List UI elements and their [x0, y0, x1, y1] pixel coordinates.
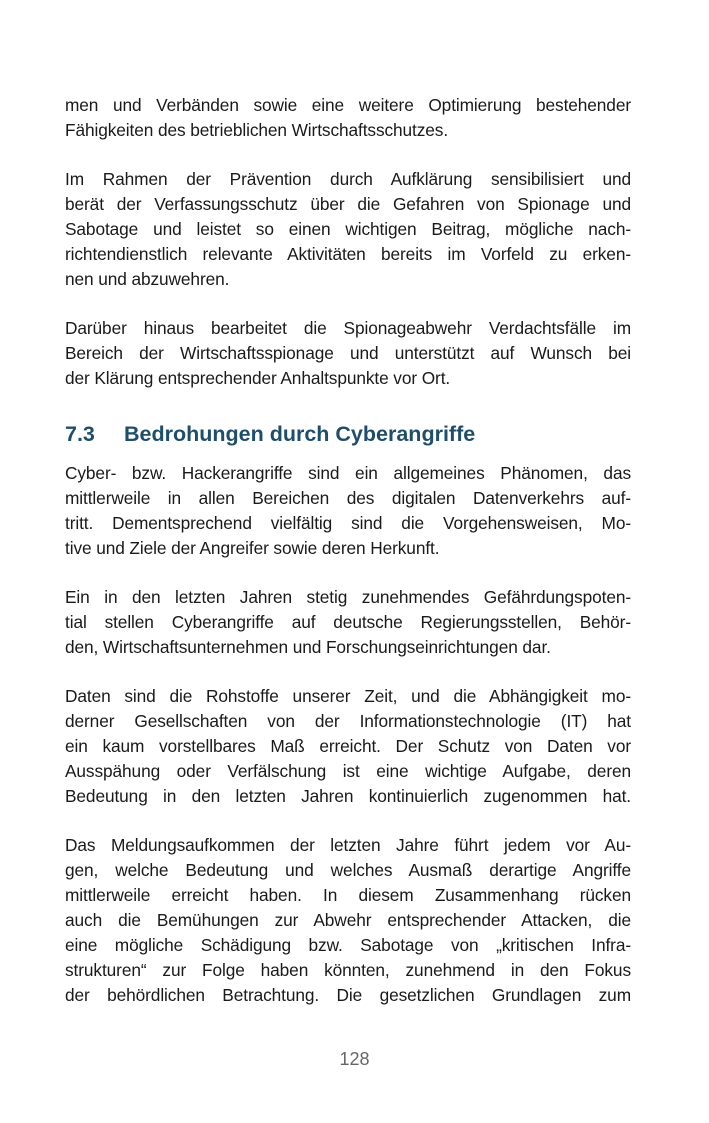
text-line: auch die Bemühungen zur Abwehr entsprechender Attacken, die: [65, 910, 631, 930]
text-line: tritt. Dementsprechend vielfältig sind die Vorgehensweisen, Mo-: [65, 513, 631, 533]
text-line: den, Wirtschaftsunternehmen und Forschungseinrichtungen dar.: [65, 637, 551, 657]
text-line: nen und abzuwehren.: [65, 269, 230, 289]
paragraph-wirtschaftsschutz: [65, 93, 631, 143]
paragraph-spionageabwehr: [65, 316, 631, 391]
paragraph-gefaehrdungspotential: [65, 585, 631, 660]
text-line: tial stellen Cyberangriffe auf deutsche Regierungsstellen, Behör-: [65, 612, 631, 632]
paragraph-cyberangriffe: [65, 461, 631, 561]
section-heading: [65, 421, 631, 447]
text-line: mittlerweile in allen Bereichen des digitalen Datenverkehrs auf-: [65, 488, 631, 508]
text-line: Cyber- bzw. Hackerangriffe sind ein allgemeines Phänomen, das: [65, 463, 631, 483]
text-line: der behördlichen Betrachtung. Die gesetzlichen Grundlagen zum: [65, 985, 631, 1005]
text-line: Bereich der Wirtschaftsspionage und unterstützt auf Wunsch bei: [65, 343, 631, 363]
section-number: 7.3: [65, 422, 95, 446]
page-body: [65, 93, 631, 1008]
text-line: tive und Ziele der Angreifer sowie deren Herkunft.: [65, 538, 440, 558]
text-line: ein kaum vorstellbares Maß erreicht. Der Schutz von Daten vor: [65, 736, 631, 756]
text-line: derner Gesellschaften von der Informationstechnologie (IT) hat: [65, 711, 631, 731]
text-line: men und Verbänden sowie eine weitere Optimierung bestehender: [65, 95, 631, 115]
text-line: Ein in den letzten Jahren stetig zunehmendes Gefährdungspoten-: [65, 587, 631, 607]
text-line: richtendienstlich relevante Aktivitäten bereits im Vorfeld zu erken-: [65, 244, 631, 264]
text-line: Sabotage und leistet so einen wichtigen Beitrag, mögliche nach-: [65, 219, 631, 239]
paragraph-daten: [65, 684, 631, 809]
paragraph-meldungsaufkommen: [65, 833, 631, 1008]
text-line: Das Meldungsaufkommen der letzten Jahre führt jedem vor Au-: [65, 835, 631, 855]
text-line: der Klärung entsprechender Anhaltspunkte vor Ort.: [65, 368, 451, 388]
text-line: mittlerweile erreicht haben. In diesem Zusammenhang rücken: [65, 885, 631, 905]
text-line: Ausspähung oder Verfälschung ist eine wichtige Aufgabe, deren: [65, 761, 631, 781]
page-number: 128: [339, 1049, 370, 1069]
section-title: Bedrohungen durch Cyberangriffe: [124, 422, 476, 446]
text-line: Darüber hinaus bearbeitet die Spionageabwehr Verdachtsfälle im: [65, 318, 631, 338]
text-line: Daten sind die Rohstoffe unserer Zeit, und die Abhängigkeit mo-: [65, 686, 631, 706]
text-line: berät der Verfassungsschutz über die Gefahren von Spionage und: [65, 194, 631, 214]
text-line: gen, welche Bedeutung und welches Ausmaß derartige Angriffe: [65, 860, 631, 880]
text-line: eine mögliche Schädigung bzw. Sabotage von „kritischen Infra-: [65, 935, 631, 955]
text-line: Fähigkeiten des betrieblichen Wirtschaftsschutzes.: [65, 120, 449, 140]
text-line: strukturen“ zur Folge haben könnten, zunehmend in den Fokus: [65, 960, 631, 980]
text-line: Bedeutung in den letzten Jahren kontinuierlich zugenommen hat.: [65, 786, 631, 806]
paragraph-praevention: [65, 167, 631, 292]
text-line: Im Rahmen der Prävention durch Aufklärung sensibilisiert und: [65, 169, 631, 189]
